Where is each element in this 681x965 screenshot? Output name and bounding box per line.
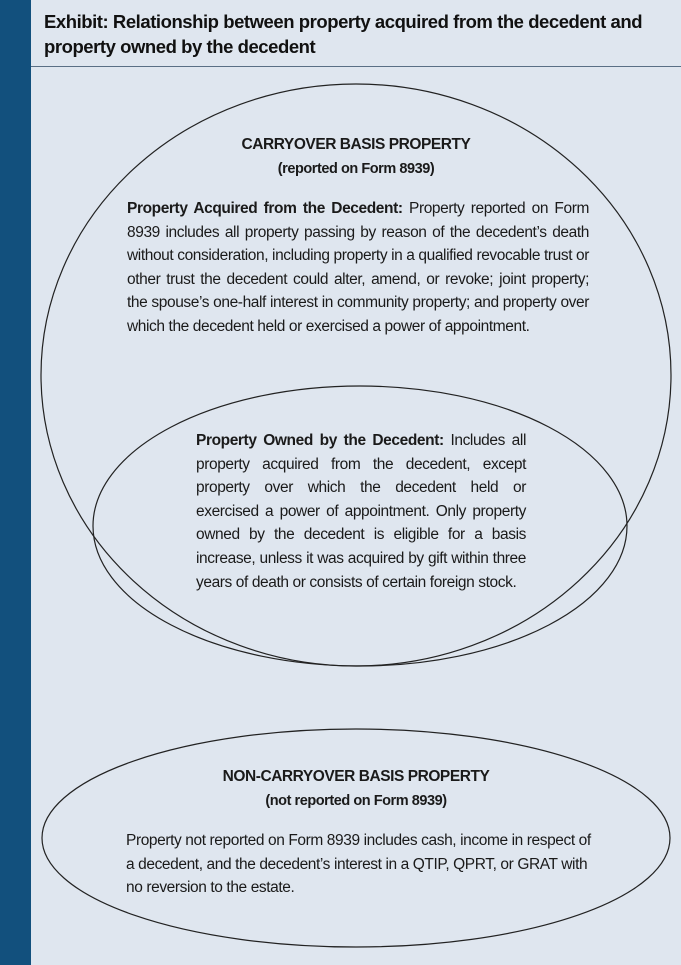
noncarryover-subheading: (not reported on Form 8939)	[265, 793, 447, 809]
carryover-heading: CARRYOVER BASIS PROPERTY	[241, 136, 471, 153]
owned-description	[196, 429, 526, 594]
exhibit-title: Exhibit: Relationship between property acquired from the decedent and property owned by the decedent	[44, 11, 643, 57]
acquired-description	[127, 197, 589, 339]
carryover-subheading: (reported on Form 8939)	[277, 161, 435, 177]
carryover-heading-block	[156, 133, 556, 181]
owned-text: Includes all property acquired from the decedent, except property over which the decedent held or exercised a power of appointment. Only property owned by the decedent is eligible for a basis increase, unless it was acquired by gift within three years of death or consists of certain foreign stock.	[196, 432, 526, 591]
noncarryover-heading: NON-CARRYOVER BASIS PROPERTY	[222, 768, 490, 785]
acquired-label: Property Acquired from the Decedent:	[127, 200, 403, 217]
acquired-text: Property reported on Form 8939 includes all property passing by reason of the decedent’s death without consideration, including property in a qualified revocable trust or other trust the decedent could alter, amend, or revoke; joint property; the spouse’s one-half interest in community property; and property over which the decedent held or exercised a power of appointment.	[127, 200, 589, 335]
owned-label: Property Owned by the Decedent:	[196, 432, 444, 449]
noncarryover-heading-block	[156, 765, 556, 813]
noncarryover-description: Property not reported on Form 8939 includes cash, income in respect of a decedent, and the decedent’s interest in a QTIP, QPRT, or GRAT with no reversion to the estate.	[126, 832, 591, 897]
